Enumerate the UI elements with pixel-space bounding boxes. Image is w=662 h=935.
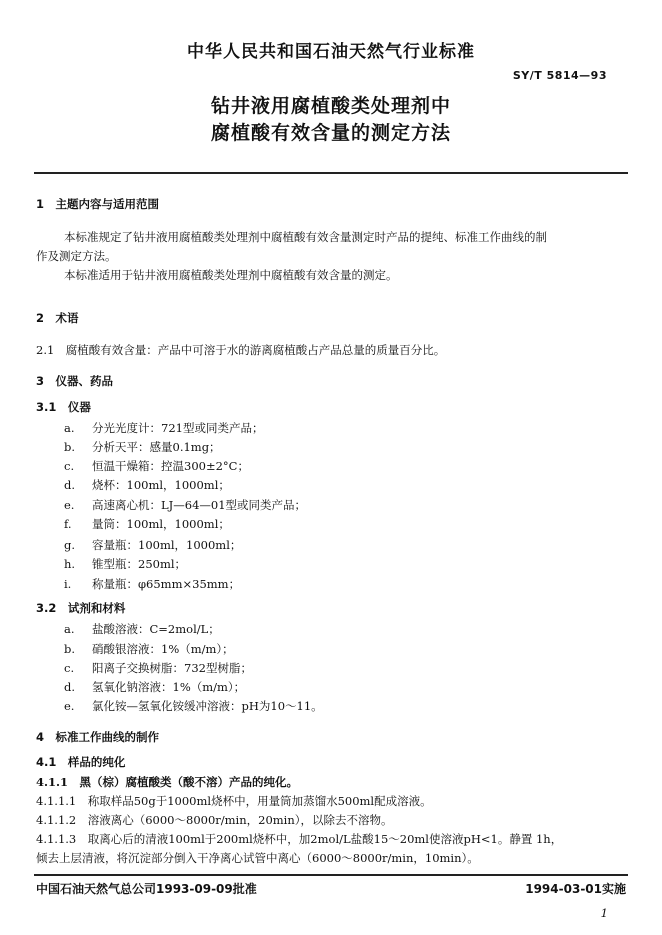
s31-item-c: c.: [64, 459, 75, 473]
s31-item-f-text: 量筒：100ml，1000ml；: [92, 517, 230, 531]
doc-title-line2: 腐植酸有效含量的测定方法: [210, 122, 451, 144]
s4-item-4-1-1-3b: 倾去上层清液，将沉淀部分倒入干净离心试管中离心（6000～8000r/min，10min）。: [36, 851, 479, 865]
s31-item-i: i.: [64, 577, 72, 591]
page-number: 1: [600, 906, 608, 920]
subsection-3-1-heading: 3.1 仪器: [36, 400, 91, 414]
s4-item-4-1-1-1: 4.1.1.1 称取样品50g于1000ml烧杯中，用量筒加蒸馏水500ml配成溶液。: [36, 794, 432, 808]
s32-item-c-text: 阳离子交换树脂：732型树脂；: [92, 661, 252, 675]
s32-item-a: a.: [64, 622, 75, 636]
effective-date: 1994-03-01实施: [525, 882, 626, 896]
s32-item-e-text: 氯化铵—氢氧化铵缓冲溶液：pH为10～11。: [92, 699, 323, 713]
s1-paragraph-2: 本标准适用于钻井液用腐植酸类处理剂中腐植酸有效含量的测定。: [64, 268, 398, 282]
s31-item-d: d.: [64, 478, 76, 492]
s1-paragraph-1b: 作及测定方法。: [36, 249, 117, 263]
s31-item-b: b.: [64, 440, 76, 454]
subsection-4-1-heading: 4.1 样品的纯化: [36, 755, 126, 769]
s32-item-b: b.: [64, 642, 76, 656]
footer-rule: [34, 874, 628, 876]
s32-item-d: d.: [64, 680, 76, 694]
s31-item-g-text: 容量瓶：100ml，1000ml；: [92, 538, 242, 552]
standard-number: SY/T 5814—93: [512, 69, 607, 82]
approval-note: 中国石油天然气总公司1993-09-09批准: [36, 882, 257, 896]
section-2-heading: 2 术语: [36, 311, 79, 325]
s31-item-h: h.: [64, 557, 76, 571]
s32-item-c: c.: [64, 661, 75, 675]
doc-title-line1: 钻井液用腐植酸类处理剂中: [210, 95, 451, 117]
s32-item-e: e.: [64, 699, 75, 713]
s31-item-i-text: 称量瓶：φ65mm×35mm；: [92, 577, 241, 591]
org-title: 中华人民共和国石油天然气行业标准: [187, 42, 475, 62]
s31-item-c-text: 恒温干燥箱：控温300±2°C；: [92, 459, 249, 473]
s31-item-e: e.: [64, 498, 75, 512]
section-3-heading: 3 仪器、药品: [36, 374, 114, 388]
s31-item-b-text: 分析天平：感量0.1mg；: [92, 440, 221, 454]
s1-paragraph-1a: 本标准规定了钻井液用腐植酸类处理剂中腐植酸有效含量测定时产品的提纯、标准工作曲线的制: [64, 230, 547, 244]
s31-item-a: a.: [64, 421, 75, 435]
subsection-3-2-heading: 3.2 试剂和材料: [36, 601, 126, 615]
s4-item-4-1-1-2: 4.1.1.2 溶液离心（6000～8000r/min，20min），以除去不溶物。: [36, 813, 393, 827]
s31-item-e-text: 高速离心机：LJ—64—01型或同类产品；: [92, 498, 307, 512]
s2-item-2-1: 2.1 腐植酸有效含量：产品中可溶于水的游离腐植酸占产品总量的质量百分比。: [36, 343, 446, 357]
s4-item-4-1-1: 4.1.1 黑（棕）腐植酸类（酸不溶）产品的纯化。: [36, 775, 299, 789]
s31-item-a-text: 分光光度计：721型或同类产品；: [92, 421, 264, 435]
s31-item-d-text: 烧杯：100ml，1000ml；: [92, 478, 230, 492]
s31-item-g: g.: [64, 538, 76, 552]
s32-item-b-text: 硝酸银溶液：1%（m/m）；: [92, 642, 234, 656]
section-1-heading: 1 主题内容与适用范围: [36, 197, 160, 211]
s32-item-d-text: 氢氧化钠溶液：1%（m/m）；: [92, 680, 246, 694]
s31-item-h-text: 锥型瓶：250ml；: [92, 557, 187, 571]
s31-item-f: f.: [64, 517, 72, 531]
title-rule: [34, 172, 628, 174]
section-4-heading: 4 标准工作曲线的制作: [36, 730, 160, 744]
s4-item-4-1-1-3a: 4.1.1.3 取离心后的清液100ml于200ml烧杯中，加2mol/L盐酸15～20ml使溶液pH<1。静置 1h，: [36, 832, 563, 846]
s32-item-a-text: 盐酸溶液：C=2mol/L；: [92, 622, 220, 636]
